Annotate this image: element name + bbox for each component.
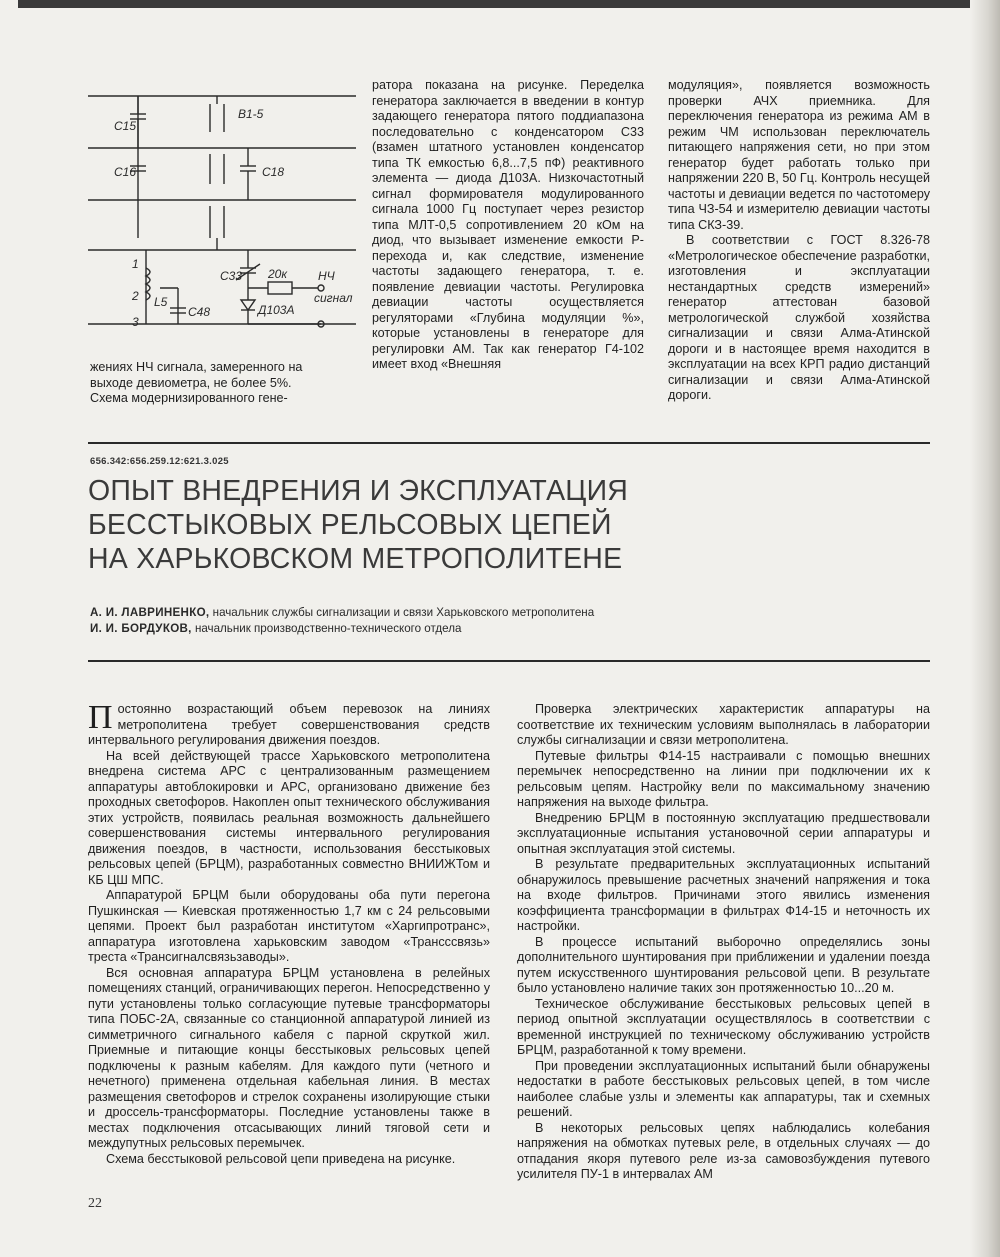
label-nch: НЧ bbox=[318, 269, 335, 283]
label-node-2: 2 bbox=[132, 289, 139, 303]
section-divider-top bbox=[88, 442, 930, 444]
body-column-left: Постоянно возрастающий объем перевозок на линиях метрополитена требует совершенствования средств интервального регулирования движения поездов. На всей действующей трассе Харьковского метрополитена внедрена система АРС с централизованным размещением аппаратуры автоблокировки и АРС, организовано движение без проходных светофоров. Накоплен опыт технического обслуживания этих устройств, появилась реальная возможность дальнейшего совершенствования системы интервального регулирования движения поездов, в частности, использования бесстыковых рельсовых цепей (БРЦМ), разработанных совместно ВНИИЖТом и КБ ЦШ МПС. Аппаратурой БРЦМ были оборудованы оба пути перегона Пушкинская — Киевская протяженностью 1,7 км с 24 рельсовыми цепями. Проект был разработан институтом «Харгипротранс», аппаратура изготовлена харьковским заводом «Трансссвязь» треста «Трансигналсвязьзаводы». Вся основная аппаратура БРЦМ установлена в релейных помещениях станций, ограничивающих перегон. Непосредственно у пути установлены только согласующие путевые трансформаторы типа ПОБС-2А, связанные со станционной аппаратурой линией из симметричного сигнального кабеля с парной скруткой жил. Приемные и питающие концы бесстыковых рельсовых цепей подключены к разным кабелям. Для каждого пути (четного и нечетного) применена отдельная кабельная линия. В местах размещения светофоров и стрелок сохранены изолирующие стыки и дроссель-трансформаторы. Последние установлены также в местах подключения отсасывающих линий тяговой сети и междупутных рельсовых перемычек. Схема бесстыковой рельсовой цепи приведена на рисунке. bbox=[88, 699, 490, 1166]
udc-code: 656.342:656.259.12:621.3.025 bbox=[90, 456, 229, 467]
circuit-diagram bbox=[88, 88, 358, 338]
label-node-3: 3 bbox=[132, 315, 139, 329]
figure-caption: жениях НЧ сигнала, замеренного на выходе девиометра, не более 5%. Схема модернизированного гене- bbox=[90, 360, 303, 405]
body-column-right: Проверка электрических характеристик аппаратуры на соответствие их техническим условиям выполнялась в лаборатории службы сигнализации и связи метрополитена. Путевые фильтры Ф14-15 настраивали с помощью внешних перемычек непосредственно на линии при подключении их к рельсовым цепям. Настройку вели по максимальному значению напряжения на выходе фильтра. Внедрению БРЦМ в постоянную эксплуатацию предшествовали эксплуатационные испытания установочной серии аппаратуры и опытная эксплуатация этой системы. В результате предварительных эксплуатационных испытаний обнаружилось превышение расчетных значений напряжения и тока на входе фильтров. Причинами этого явились изменения коэффициента трансформации в фильтрах Ф14-15 и неточность их настройки. В процессе испытаний выборочно определялись зоны дополнительного шунтирования при приближении и удалении поезда путем искусственного шунтирования рельсовой цепи. В результате было установлено наличие таких зон протяженностью 10...20 м. Техническое обслуживание бесстыковых рельсовых цепей в период опытной эксплуатации осуществлялось в соответствии с временной инструкцией по техническому обслуживанию устройств БРЦМ, разработанной к тому времени. При проведении эксплуатационных испытаний были обнаружены недостатки в работе бесстыковых рельсовых цепей, в том числе наиболее слабые узлы и элементы как аппаратуры, так и схемных решений. В некоторых рельсовых цепях наблюдались колебания напряжения на обмотках путевых реле, в отдельных случаях — до отпадания якоря путевого реле из-за самовозбуждения путевого усилителя ПУ-1 в интервалах АМ bbox=[517, 702, 930, 1181]
label-c16: C16 bbox=[114, 165, 137, 179]
label-node-1: 1 bbox=[132, 257, 139, 271]
label-l5: L5 bbox=[154, 295, 168, 309]
top-column-right: модуляция», появляется возможность проверки АЧХ приемника. Для переключения генератора из режима АМ в режим ЧМ использован переключатель питающего напряжения сети, но при этом генератор будет работать только при напряжении 220 В, 50 Гц. Контроль несущей частоты и девиации ведется по частотомеру типа ЧЗ-54 и измерителю девиации частоты типа СКЗ-39. В соответствии с ГОСТ 8.326-78 «Метрологическое обеспечение разработки, изготовления и эксплуатации нестандартных средств измерений» генератор аттестован базовой метрологической службой хозяйства сигнализации и связи Алма-Атинской дороги и в настоящее время находится в эксплуатации на всех КРП радио дистанций сигнализации и связи Алма-Атинской дороги. bbox=[668, 78, 930, 402]
label-d103a: Д103А bbox=[258, 303, 295, 317]
page-number: 22 bbox=[88, 1196, 102, 1211]
label-resistor: 20к bbox=[268, 267, 288, 281]
author-2: И. И. БОРДУКОВ, начальник производственно-технического отдела bbox=[90, 622, 462, 635]
page-top-border bbox=[18, 0, 1000, 8]
top-column-middle: ратора показана на рисунке. Переделка генератора заключается в введении в контур задающего генератора пятого поддиапазона последовательно с конденсатором С33 (взамен штатного установлен конденсатор типа ТК емкостью 6,8...7,5 пФ) реактивного элемента — диода Д103А. Низкочастотный сигнал формирователя модулированного сигнала 1000 Гц поступает через резистор типа МЛТ-0,5 сопротивлением 20 кОм на диод, что вызывает изменение емкости Р-перехода и, как следствие, изменение частоты задающего генератора, т. е. появление девиации частоты. Регулировка девиации частоты осуществляется регуляторами «Глубина модуляции %», которые установлены в генераторе для регулировки АМ. Так как генератор Г4-102 имеет вход «Внешняя bbox=[372, 78, 644, 371]
page-binding-shadow bbox=[970, 0, 1000, 1257]
label-c33: C33 bbox=[220, 269, 243, 283]
drop-cap: П bbox=[88, 699, 113, 736]
article-authors bbox=[90, 605, 594, 637]
label-signal: сигнал bbox=[314, 291, 353, 305]
label-b1-5: B1-5 bbox=[238, 107, 264, 121]
section-divider-bottom bbox=[88, 660, 930, 662]
author-1: А. И. ЛАВРИНЕНКО, начальник службы сигнализации и связи Харьковского метрополитена bbox=[90, 606, 595, 619]
article-title: ОПЫТ ВНЕДРЕНИЯ И ЭКСПЛУАТАЦИЯ БЕССТЫКОВЫХ РЕЛЬСОВЫХ ЦЕПЕЙ НА ХАРЬКОВСКОМ МЕТРОПОЛИТЕНЕ bbox=[88, 475, 629, 575]
label-c15: C15 bbox=[114, 119, 137, 133]
label-c18: C18 bbox=[262, 165, 285, 179]
label-c48: C48 bbox=[188, 305, 211, 319]
